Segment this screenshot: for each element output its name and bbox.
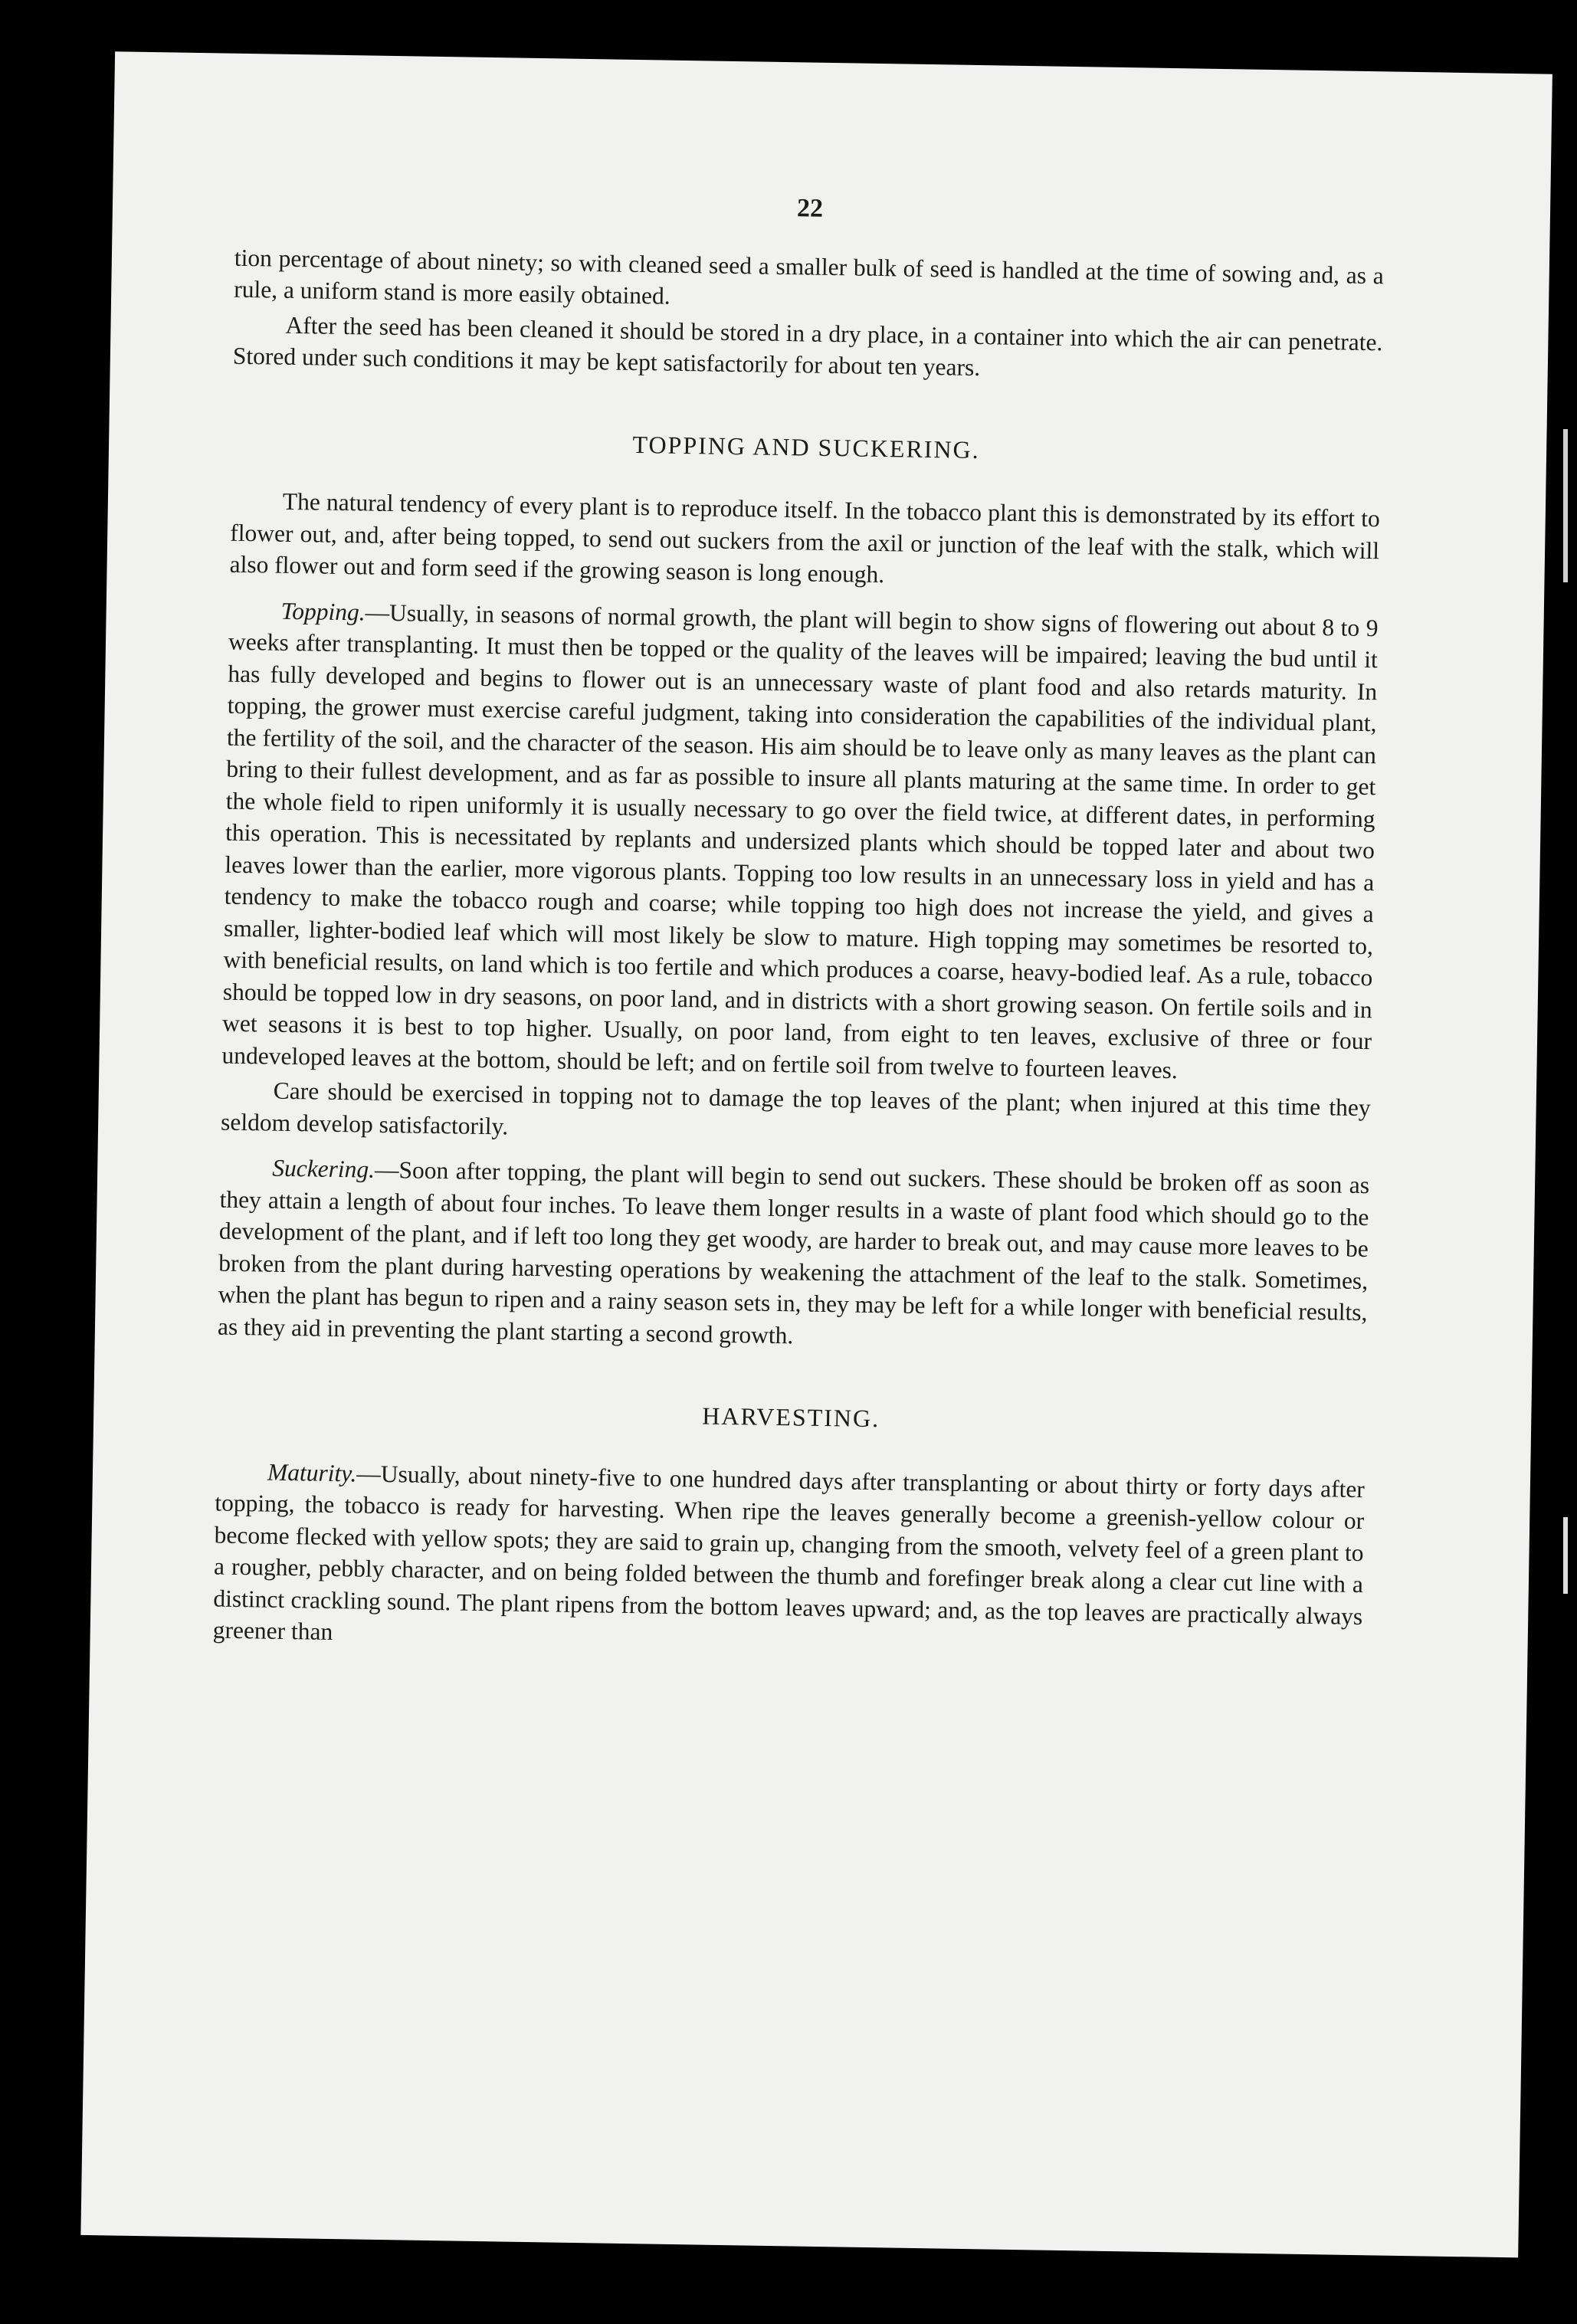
- maturity-paragraph: [212, 1455, 1365, 1664]
- care-paragraph: Care should be exercised in topping not to damage the top leaves of the plant; when injured at this time they seldom develop satisfactorily.: [220, 1077, 1371, 1139]
- suckering-run-in-label: Suckering.: [271, 1154, 375, 1183]
- scan-edge-mark: [1563, 429, 1568, 582]
- topping-body-text: —Usually, in seasons of normal growth, the plant will begin to show signs of flowering out about 8 to 9 weeks after transplanting. It must then be topped or the quality of the leaves will be impaired; leaving the bud until it has fully developed and begins to flower out is an unnecessary waste of plant food and also retards maturity. In topping, the grower must exercise careful judgment, taking into consideration the capabilities of the individual plant, the fertility of the soil, and the character of the season. His aim should be to leave only as many leaves as the plant can bring to their fullest development, and as far as possible to insure all plants maturing at the same time. In order to get the whole field to ripen uniformly it is usually necessary to go over the field twice, at different dates, in performing this operation. This is necessitated by replants and undersized plants which should be topped later and about two leaves lower than the earlier, more vigorous plants. Topping too low results in an unnecessary loss in yield and has a tendency to make the tobacco rough and coarse; while topping too high does not increase the yield, and gives a smaller, lighter-bodied leaf which will most likely be slow to mature. High topping may sometimes be resorted to, with beneficial results, on land which is too fertile and which produces a coarse, heavy-bodied leaf. As a rule, tobacco should be topped low in dry seasons, on poor land, and in districts with a short growing season. On fertile soils and in wet seasons it is best to top higher. Usually, on poor land, from eight to ten leaves, exclusive of three or four undeveloped leaves at the bottom, should be left; and on fertile soil from twelve to fourteen leaves.: [221, 598, 1379, 1083]
- maturity-run-in-label: Maturity.: [267, 1458, 357, 1487]
- section-heading-harvesting: HARVESTING.: [702, 1401, 880, 1433]
- section-heading-topping: TOPPING AND SUCKERING.: [632, 430, 980, 464]
- page-text: [212, 184, 1385, 1667]
- topping-paragraph: [221, 594, 1379, 1089]
- intro-paragraph-2: After the seed has been cleaned it should be stored in a dry place, in a container into which the air can penetrate. Stored under such conditions it may be kept satisfactorily for about ten years.: [232, 311, 1383, 382]
- page-number: 22: [796, 194, 824, 223]
- topping-run-in-label: Topping.: [280, 597, 366, 625]
- scan-edge-mark: [1563, 1517, 1568, 1594]
- document-page: [80, 51, 1552, 2257]
- intro-paragraph-1: tion percentage of about ninety; so with cleaned seed a smaller bulk of seed is handled at the time of sowing and, as a rule, a uniform stand is more easily obtained.: [233, 244, 1385, 310]
- maturity-body-text: —Usually, about ninety-five to one hundred days after transplanting or about thirty or forty days after topping, the tobacco is ready for harvesting. When ripe the leaves generally become a greenish-yellow colour or become flecked with yellow spots; they are said to grain up, changing from the smooth, velvety feel of a green plant to a rougher, pebbly character, and on being folded between the thumb and forefinger break along a clear cut line with a distinct crackling sound. The plant ripens from the bottom leaves upward; and, as the top leaves are practically always greener than: [212, 1459, 1366, 1645]
- topping-intro-paragraph: The natural tendency of every plant is to reproduce itself. In the tobacco plant this is demonstrated by its effort to flower out, and, after being topped, to send out suckers from the axil or junction of the leaf with the stalk, which will also flower out and form seed if the growing season is long enough.: [229, 487, 1381, 588]
- suckering-paragraph: [218, 1152, 1370, 1361]
- suckering-body-text: —Soon after topping, the plant will begin to send out suckers. These should be broken off as soon as they attain a length of about four inches. To leave them longer results in a waste of plant food which should go to the development of the plant, and if left too long they get woody, are harder to break out, and may cause more leaves to be broken from the plant during harvesting operations by weakening the attachment of the leaf to the stalk. Sometimes, when the plant has begun to ripen and a rainy season sets in, they may be left for a while longer with beneficial results, as they aid in preventing the plant starting a second growth.: [217, 1155, 1370, 1349]
